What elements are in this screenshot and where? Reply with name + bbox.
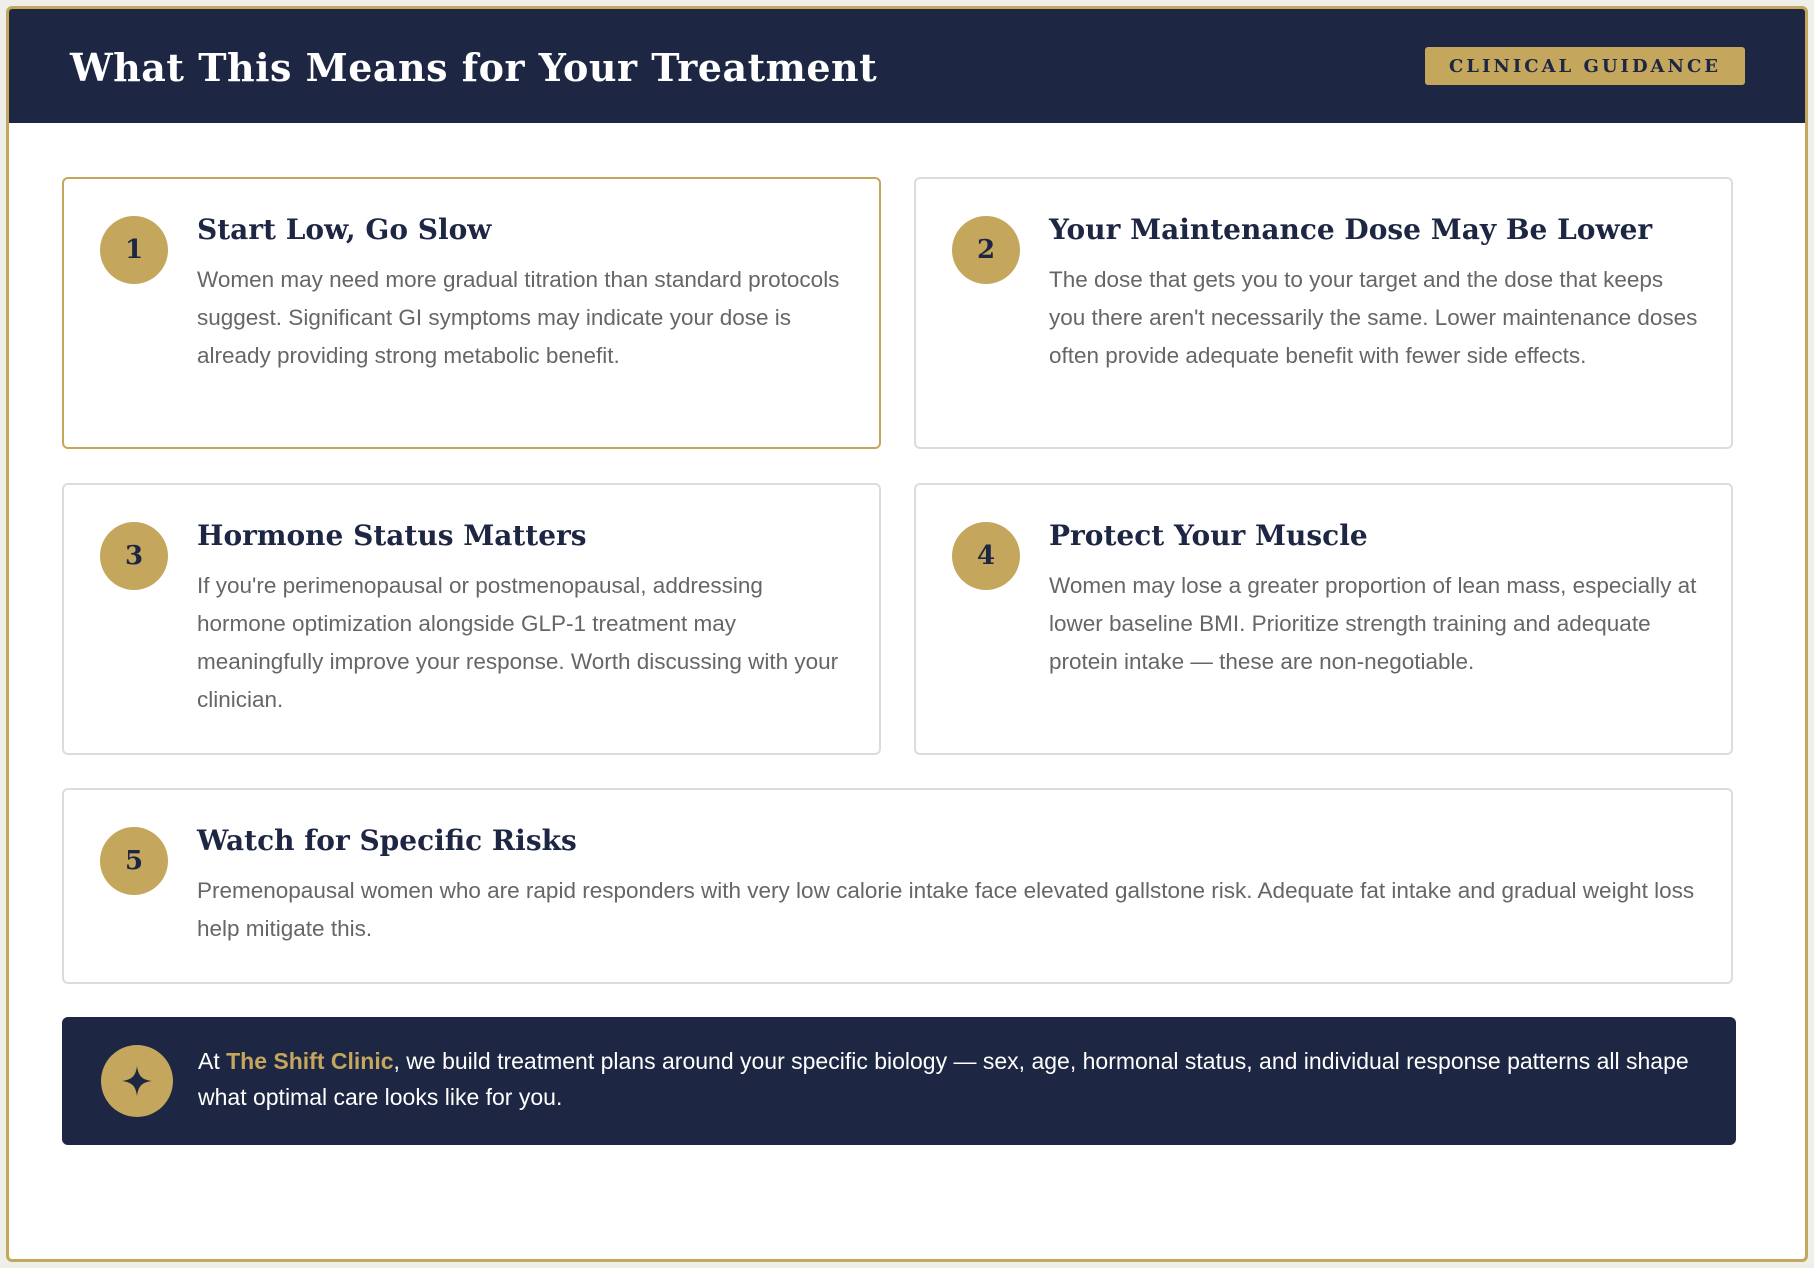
guidance-panel <box>6 6 1808 1262</box>
page-title: What This Means for Your Treatment <box>70 45 878 90</box>
panel-header <box>9 9 1805 123</box>
card-title: Watch for Specific Risks <box>197 824 577 857</box>
step-number-badge: 3 <box>100 522 168 590</box>
clinical-guidance-badge: CLINICAL GUIDANCE <box>1425 47 1745 85</box>
step-number-badge: 5 <box>100 827 168 895</box>
card-title: Start Low, Go Slow <box>197 213 492 246</box>
step-number-badge: 1 <box>100 216 168 284</box>
card-title: Hormone Status Matters <box>197 519 587 552</box>
guidance-card-3 <box>62 483 881 755</box>
guidance-card-5 <box>62 788 1733 984</box>
step-number-badge: 2 <box>952 216 1020 284</box>
card-body: Women may lose a greater proportion of lean mass, especially at lower baseline BMI. Prioritize strength training and adequate protein intake — these are non-negotiable. <box>1049 573 1697 674</box>
guidance-card-2 <box>914 177 1733 449</box>
guidance-card-1 <box>62 177 881 449</box>
card-body: The dose that gets you to your target and the dose that keeps you there aren't necessarily the same. Lower maintenance doses often provide adequate benefit with fewer side effects. <box>1049 267 1698 368</box>
sparkle-icon-glyph <box>122 1066 152 1096</box>
step-number-badge: 4 <box>952 522 1020 590</box>
callout-prefix: At <box>198 1048 227 1074</box>
callout-message: , we build treatment plans around your specific biology — sex, age, hormonal status, and individual response patterns all shape what optimal care looks like for you. <box>198 1048 1689 1110</box>
card-title: Protect Your Muscle <box>1049 519 1368 552</box>
guidance-card-4 <box>914 483 1733 755</box>
card-body: Women may need more gradual titration than standard protocols suggest. Significant GI symptoms may indicate your dose is already providing strong metabolic benefit. <box>197 267 840 368</box>
card-body: If you're perimenopausal or postmenopausal, addressing hormone optimization alongside GLP-1 treatment may meaningfully improve your response. Worth discussing with your clinician. <box>197 573 839 712</box>
card-body: Premenopausal women who are rapid responders with very low calorie intake face elevated gallstone risk. Adequate fat intake and gradual weight loss help mitigate this. <box>197 878 1695 941</box>
sparkle-icon <box>101 1045 173 1117</box>
clinic-name: The Shift Clinic <box>226 1048 394 1074</box>
clinic-callout <box>62 1017 1736 1145</box>
callout-text <box>198 1043 1696 1115</box>
card-title: Your Maintenance Dose May Be Lower <box>1049 213 1653 246</box>
